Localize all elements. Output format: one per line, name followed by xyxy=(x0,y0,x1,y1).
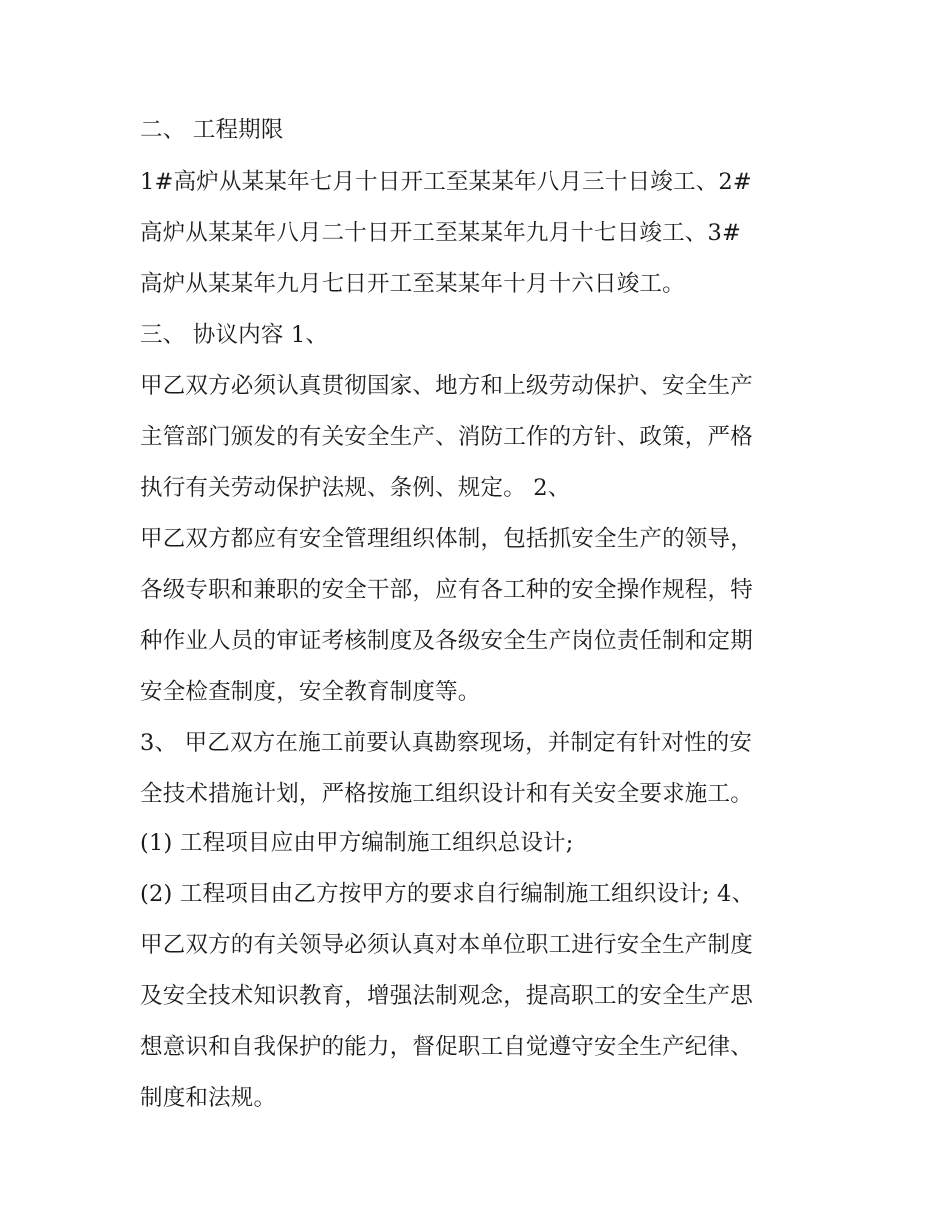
text-line: 主管部门颁发的有关安全生产、消防工作的方针、政策，严格 xyxy=(140,424,753,450)
text-line: 想意识和自我保护的能力，督促职工自觉遵守安全生产纪律、 xyxy=(140,1034,753,1060)
text-line: 甲乙双方必须认真贯彻国家、地方和上级劳动保护、安全生产 xyxy=(140,373,753,399)
text-line: 高炉从某某年九月七日开工至某某年十月十六日竣工。 xyxy=(140,271,685,297)
text-line: 3、 甲乙双方在施工前要认真勘察现场，并制定有针对性的安 xyxy=(140,730,753,756)
text-line: 安全检查制度，安全教育制度等。 xyxy=(140,679,481,705)
text-line: 各级专职和兼职的安全干部，应有各工种的安全操作规程，特 xyxy=(140,577,753,603)
section-heading-term: 二、 工程期限 xyxy=(140,117,284,143)
text-line: 全技术措施计划，严格按施工组织设计和有关安全要求施工。 xyxy=(140,781,753,807)
text-line: 种作业人员的审证考核制度及各级安全生产岗位责任制和定期 xyxy=(140,628,753,654)
text-line: 高炉从某某年八月二十日开工至某某年九月十七日竣工、3# xyxy=(140,220,742,246)
text-line: 执行有关劳动保护法规、条例、规定。 2、 xyxy=(140,475,571,501)
section-heading-content: 三、 协议内容 1、 xyxy=(140,322,329,348)
text-line: 及安全技术知识教育，增强法制观念，提高职工的安全生产思 xyxy=(140,983,753,1009)
text-line: 甲乙双方都应有安全管理组织体制，包括抓安全生产的领导， xyxy=(140,526,753,552)
text-line: 1#高炉从某某年七月十日开工至某某年八月三十日竣工、2# xyxy=(140,169,752,195)
text-line: (2) 工程项目由乙方按甲方的要求自行编制施工组织设计; 4、 xyxy=(140,881,755,907)
text-line: (1) 工程项目应由甲方编制施工组织总设计; xyxy=(140,830,574,856)
text-line: 甲乙双方的有关领导必须认真对本单位职工进行安全生产制度 xyxy=(140,932,753,958)
text-line: 制度和法规。 xyxy=(140,1085,277,1111)
